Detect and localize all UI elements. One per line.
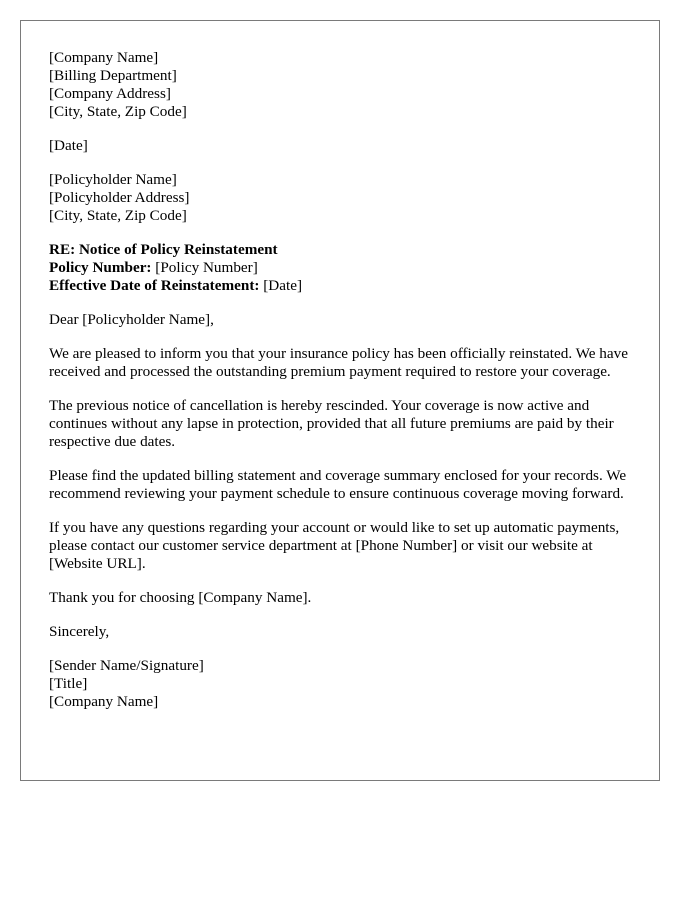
recipient-address-block (49, 171, 639, 225)
sender-company-name: [Company Name] (49, 49, 159, 66)
policy-number-line (49, 259, 639, 277)
reference-block (49, 241, 639, 295)
signature-block (49, 657, 639, 711)
letter-page (20, 20, 660, 781)
policy-number-label: Policy Number: (49, 259, 152, 276)
recipient-address: [Policyholder Address] (49, 189, 190, 206)
signature-sender-name: [Sender Name/Signature] (49, 657, 204, 674)
effective-date-label: Effective Date of Reinstatement: (49, 277, 260, 294)
letter-date-block (49, 137, 639, 155)
effective-date-value: [Date] (259, 277, 303, 294)
paragraph-enclosed: Please find the updated billing statement and coverage summary enclosed for your records. We recommend reviewing your payment schedule to ensure continuous coverage moving forward. (49, 467, 627, 502)
letter-date: [Date] (49, 137, 88, 154)
salutation: Dear [Policyholder Name], (49, 311, 214, 328)
effective-date-line (49, 277, 639, 295)
signature-title: [Title] (49, 675, 88, 692)
subject-line: RE: Notice of Policy Reinstatement (49, 241, 278, 258)
paragraph-contact: If you have any questions regarding your account or would like to set up automatic payments, please contact our customer service department at [Phone Number] or visit our website at [Website URL]. (49, 519, 620, 572)
paragraph-reinstated: We are pleased to inform you that your insurance policy has been officially reinstated. We have received and processed the outstanding premium payment required to restore your coverage. (49, 345, 628, 380)
sender-department: [Billing Department] (49, 67, 177, 84)
sender-address: [Company Address] (49, 85, 171, 102)
paragraph-rescinded: The previous notice of cancellation is hereby rescinded. Your coverage is now active and continues without any lapse in protection, provided that all future premiums are paid by their respective due dates. (49, 397, 614, 450)
paragraph-thank-you: Thank you for choosing [Company Name]. (49, 589, 312, 606)
recipient-name: [Policyholder Name] (49, 171, 177, 188)
closing: Sincerely, (49, 623, 110, 640)
sender-city-state-zip: [City, State, Zip Code] (49, 103, 187, 120)
policy-number-value: [Policy Number] (151, 259, 258, 276)
letter-body (49, 49, 639, 711)
recipient-city-state-zip: [City, State, Zip Code] (49, 207, 187, 224)
sender-address-block (49, 49, 639, 121)
signature-company-name: [Company Name] (49, 693, 159, 710)
